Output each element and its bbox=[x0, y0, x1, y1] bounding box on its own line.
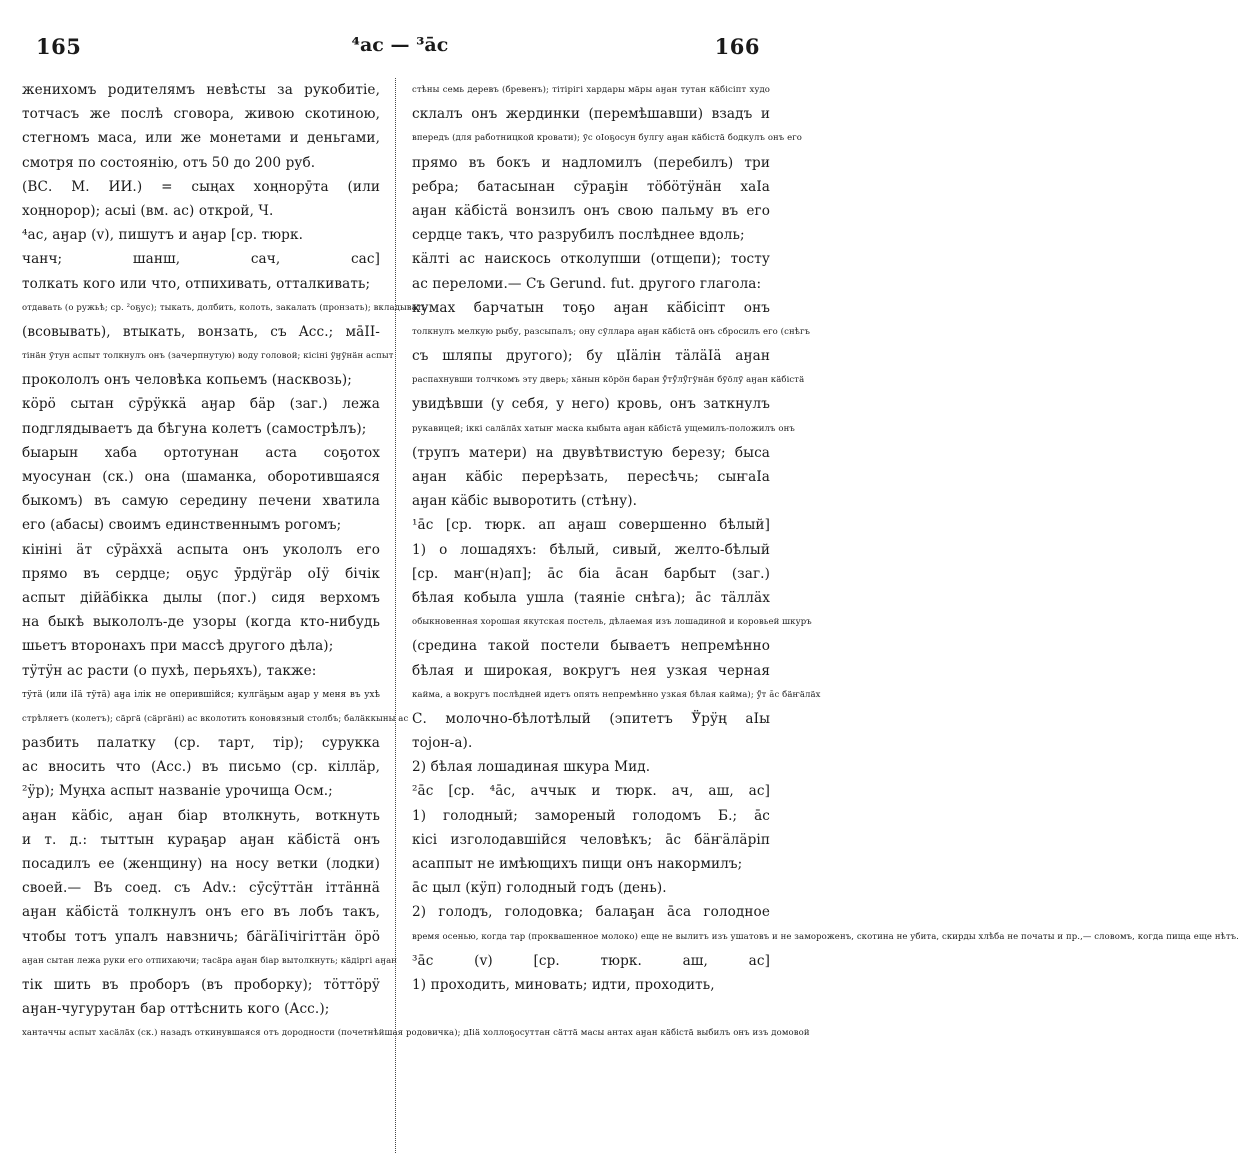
text-line: подглядываетъ да бѣгуна колетъ (самострѣлъ); bbox=[22, 420, 367, 437]
text-line: посадилъ ее (женщину) на носу ветки (лодки) bbox=[22, 856, 380, 872]
text-line: обыкновенная хорошая якутская постель, дѣлаемая изъ лошадиной и коровьей шкуръ bbox=[412, 617, 812, 628]
text-line: и т. д.: тыттын кураҕар аӈан кӓбістӓ онъ bbox=[22, 831, 380, 848]
text-line: (всовывать), втыкать, вонзать, съ Acc.; ма̄ӀІ- bbox=[22, 323, 380, 340]
text-line: бѣлая и широкая, вокругъ нея узкая черная bbox=[412, 662, 770, 679]
text-line: С. молочно-бѣлотѣлый (эпитетъ Ӱ̄рӱң аӀы bbox=[412, 710, 770, 727]
text-line: быарын хаба ортотунан аста соҕотох bbox=[22, 444, 380, 461]
text-line: стегномъ маса, или же монетами и деньгами, bbox=[22, 130, 380, 147]
text-line: толкнулъ мелкую рыбу, разсыпалъ; ону сӯллара аӈан кӓбістӓ онъ сбросилъ его (снѣгъ bbox=[412, 326, 811, 337]
text-line: увидѣвши (у себя, у него) кровь, онъ заткнулъ bbox=[412, 396, 770, 413]
text-line: чтобы тотъ упалъ навзничь; бӓгӓӀічігіттӓн ӧрӧ bbox=[22, 928, 380, 945]
text-line: 1) о лошадяхъ: бѣлый, сивый, желто-бѣлый bbox=[412, 541, 770, 558]
text-line: тӱтӱн ас расти (о пухѣ, перьяхъ), также: bbox=[22, 662, 317, 679]
text-line: асаппыт не имѣющихъ пищи онъ накормилъ; bbox=[412, 856, 743, 872]
text-line: 2) бѣлая лошадиная шкура Мид. bbox=[412, 759, 651, 776]
text-line: прямо въ сердце; оҕус ӱ̄рдӱгӓр оӀӱ бічік bbox=[22, 565, 380, 582]
text-line: время осенью, когда тар (проквашенное молоко) еще не вылитъ изъ ушатовъ и не замороженъ, скотина не убита, скирды хлѣба не початы и пр.,— словомъ, когда пища еще нѣтъ. bbox=[412, 931, 1239, 942]
text-line: хоңнорор); асыі (вм. ас) открой, Ч. bbox=[22, 202, 274, 219]
text-line: его (абасы) своимъ единственнымъ рогомъ; bbox=[22, 517, 342, 534]
text-line: быкомъ) въ самую середину печени хватила bbox=[22, 493, 380, 510]
text-line: смотря по состоянiю, отъ 50 до 200 руб. bbox=[22, 154, 316, 171]
page-header bbox=[0, 14, 800, 59]
text-line: [ср. маҥ(н)ап]; а̄с біа а̄сан барбыт (заг.) bbox=[412, 565, 770, 582]
text-line: хантаччы аспыт хасӓлӓх (ск.) назадъ откинувшаяся отъ дородности (почетнѣйшая родовичка); дӀіӓ холлоҕосуттан сӓттӓ масы антах аӈан кӓбістӓ выбилъ онъ изъ домовой bbox=[22, 1028, 810, 1039]
text-line: склалъ онъ жердинки (перемѣшавши) взадъ и bbox=[412, 106, 770, 123]
text-line: тӱтӓ (или іӀӓ тӱтӓ) аӈа ілік не оперившiйся; кулгӓҕым аӈар у меня въ ухѣ bbox=[22, 689, 380, 700]
text-line: на быкѣ выкололъ-де узоры (когда кто-нибудь bbox=[22, 614, 380, 631]
text-line: ¹а̄с [ср. тюрк. ап аӈаш совершенно бѣлый] bbox=[412, 517, 770, 534]
text-line: муосунан (ск.) она (шаманка, оборотившаяся bbox=[22, 469, 380, 485]
text-line: ас переломи.— Съ Gerund. fut. другого глагола: bbox=[412, 275, 762, 292]
text-line: аӈан кӓбістӓ вонзилъ онъ свою пальму въ его bbox=[412, 202, 770, 219]
text-line: разбить палатку (ср. тарт, тір); сурукка bbox=[22, 735, 380, 752]
text-line: тінӓн ӯтун аспыт толкнулъ онъ (зачерпнутую) воду головой; кісіні ӱӈӱнӓн аспыт bbox=[22, 351, 394, 362]
text-line: аспыт дійӓбікка дылы (пог.) сидя верхомъ bbox=[22, 589, 380, 606]
page-number-left: 165 bbox=[36, 34, 82, 59]
text-line: рукавицей; іккі салӓлӓх хатыҥ маска кыбыта аӈан кӓбістӓ ущемилъ-положилъ онъ bbox=[412, 423, 795, 434]
text-line: прокололъ онъ человѣка копьемъ (насквозь); bbox=[22, 372, 352, 389]
text-line: ⁴ас, аӈар (v), пишутъ и аӈар [ср. тюрк. bbox=[22, 227, 303, 244]
text-line: ²ӱр); Муңха аспыт названiе урочища Осм.; bbox=[22, 783, 333, 800]
text-line: (ВС. М. ИИ.) = сыңах хоңнорӯта (или bbox=[22, 178, 380, 195]
text-line: отдавать (о ружьѣ; ср. ²оҕус); тыкать, долбить, колоть, закалать (пронзать); вкладывать bbox=[22, 302, 427, 313]
text-line: бѣлая кобыла ушла (таянiе снѣга); а̄с тӓллӓх bbox=[412, 589, 770, 606]
text-line: 1) проходить, миновать; идти, проходить, bbox=[412, 976, 715, 993]
text-line: ³а̄с (v) [ср. тюрк. аш, ас] bbox=[412, 952, 770, 969]
text-line: кайма, а вокругъ послѣдней идетъ опять непремѣнно узкая бѣлая кайма); ӱ̄т а̄с бӓҥӓлӓх bbox=[412, 689, 821, 700]
text-line: сердце такъ, что разрубилъ послѣднее вдоль; bbox=[412, 227, 745, 244]
text-line: тотчасъ же послѣ сговора, живою скотиною, bbox=[22, 106, 380, 123]
text-line: съ шляпы другого); бу цӀӓлін тӓлӓӀӓ аӈан bbox=[412, 348, 770, 365]
text-line: ас вносить что (Acc.) въ письмо (ср. кіллӓр, bbox=[22, 759, 380, 776]
text-line: чанч; шанш, сач, сас] bbox=[22, 251, 380, 268]
text-line: 2) голодъ, голодовка; балаҕан а̄са голодное bbox=[412, 904, 770, 921]
text-line: ²а̄с [ср. ⁴а̄с, аччык и тюрк. ач, аш, ас] bbox=[412, 783, 770, 800]
text-line: ребра; батасынан сӯраҕін тӧбӧтӱнӓн хаӀа bbox=[412, 178, 770, 195]
text-line: кӧрӧ сытан сӯрӱккӓ аӈар бӓр (заг.) лежа bbox=[22, 396, 380, 413]
running-title: ⁴ас — ³а̄с bbox=[351, 34, 449, 56]
text-line: (средина такой постели бываетъ непремѣнно bbox=[412, 638, 770, 655]
text-line: аӈан-чугурутан бар оттѣснить кого (Acc.); bbox=[22, 1001, 330, 1018]
text-line: кініні ӓт сӯрӓххӓ аспыта онъ укололъ его bbox=[22, 541, 380, 558]
page-number-right: 166 bbox=[714, 34, 760, 59]
text-line: стѣны семь деревъ (бревенъ); тітірігі хардары мӓры аӈан тутан кӓбісіпт худо bbox=[412, 85, 770, 95]
text-line: аӈан кӓбіс, аӈан біар втолкнуть, воткнуть bbox=[22, 807, 380, 824]
column-divider bbox=[395, 78, 397, 1153]
text-line: шьетъ второнахъ при массѣ другого дѣла); bbox=[22, 638, 334, 655]
text-line: кӓлті ас наискось отколупши (отщепи); тосту bbox=[412, 251, 770, 268]
text-line: (трупъ матери) на двувѣтвистую березу; быса bbox=[412, 444, 770, 461]
text-line: аӈан кӓбістӓ толкнулъ онъ его въ лобъ такъ, bbox=[22, 904, 380, 921]
text-line: кісі изголодавшiйся человѣкъ; а̄с бӓҥӓлӓріп bbox=[412, 831, 770, 848]
text-line: аӈан кӓбіс выворотить (стѣну). bbox=[412, 493, 638, 510]
text-line: распахнувши толчкомъ эту дверь; хӓнын кӧрӧн баран ӱ̄тӱ̄лӱ̄гӱнӓн бӱӧлӱ аӈан кӓбістӓ bbox=[412, 375, 805, 386]
text-line: а̄с цыл (кӱп) голодный годъ (день). bbox=[412, 880, 667, 897]
text-line: своей.— Въ соед. съ Adv.: сӯсӱттӓн іттӓннӓ bbox=[22, 880, 380, 897]
text-line: прямо въ бокъ и надломилъ (перебилъ) три bbox=[412, 154, 770, 171]
text-line: тоjон-а). bbox=[412, 735, 473, 752]
text-line: кумах барчатын тоҕо аӈан кӓбісіпт онъ bbox=[412, 299, 770, 316]
text-line: 1) голодный; замореный голодомъ Б.; а̄с bbox=[412, 807, 770, 824]
text-line: аӈан сытан лежа руки его отпихаючи; тасӓра аӈан біар вытолкнуть; кӓдіргі аӈан bbox=[22, 955, 398, 966]
text-line: впередъ (для работницкой кровати); ӯс оӀоҕосун булгу аӈан кӓбістӓ бодкулъ онъ его bbox=[412, 133, 803, 144]
text-line: стрѣляетъ (колетъ); сӓргӓ (сӓргӓні) ас вколотить коновязный столбъ; балӓккыны ас bbox=[22, 713, 409, 724]
text-line: тік шить въ проборъ (въ проборку); тӧттӧрӱ bbox=[22, 976, 380, 993]
text-line: аӈан кӓбіс перерѣзать, пересѣчь; сыҥаӀа bbox=[412, 469, 770, 485]
text-line: жениxомъ родителямъ невѣсты за рукобитiе, bbox=[22, 82, 380, 98]
text-line: толкать кого или что, отпихивать, отталкивать; bbox=[22, 275, 371, 292]
